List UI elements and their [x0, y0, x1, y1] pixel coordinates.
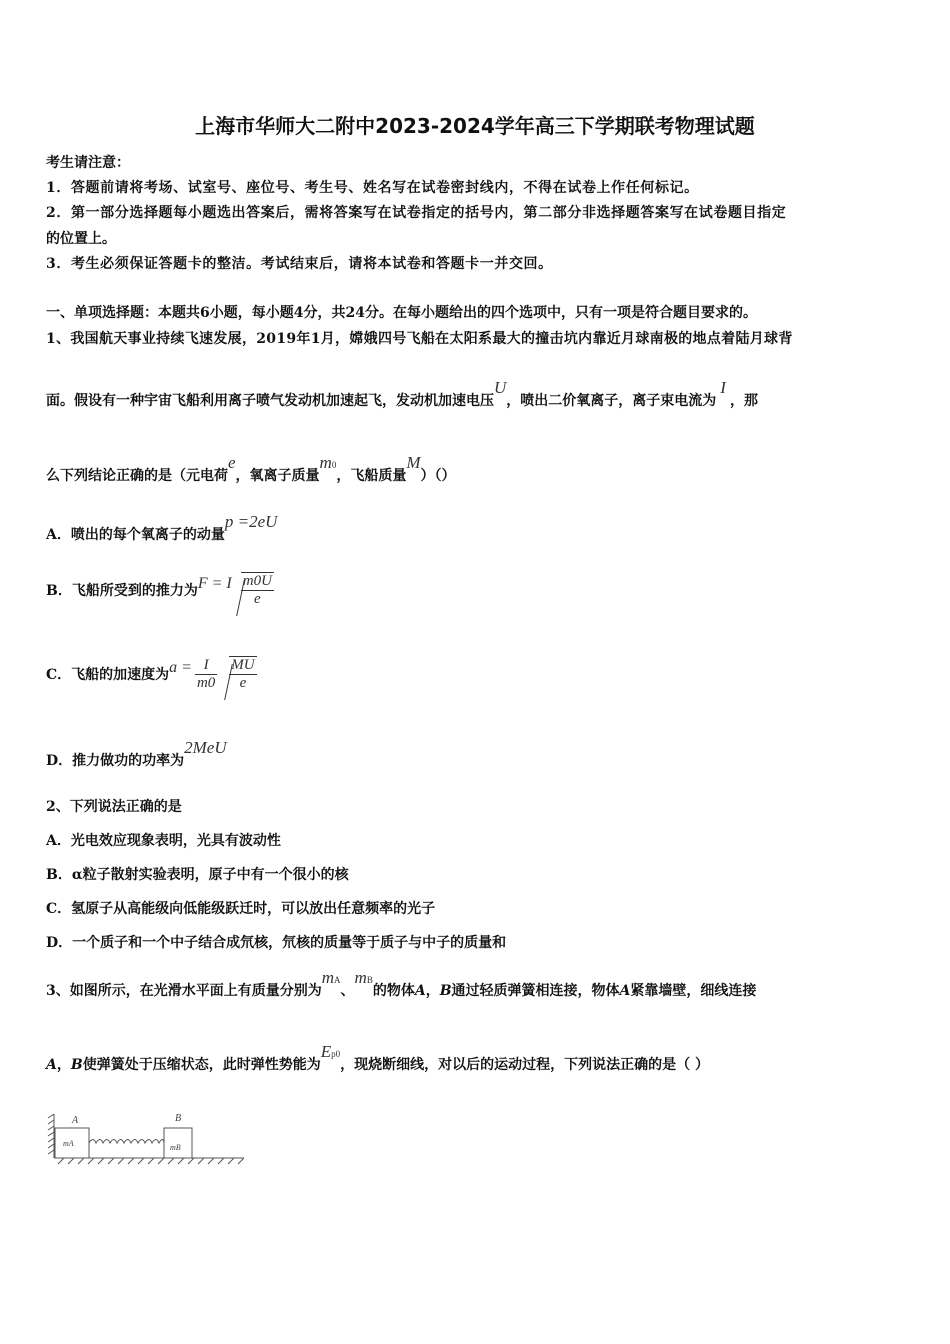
q2-stem: 2、下列说法正确的是	[46, 799, 182, 815]
figure-mass-a: mA	[63, 1139, 74, 1148]
q3-text: B	[70, 1057, 83, 1073]
q1-option-a	[46, 512, 278, 544]
symbol-m0: m0	[319, 453, 337, 472]
q3-text: ，	[56, 1057, 71, 1073]
symbol-mB: mB	[354, 968, 373, 987]
fraction-numerator: MU	[231, 657, 255, 673]
q1-stem-line2	[46, 378, 758, 410]
q3-text: 、	[340, 983, 355, 999]
q1-text: ，那	[729, 393, 758, 409]
q3-text: A	[619, 983, 631, 999]
option-label: C．飞船的加速度为	[46, 667, 170, 683]
figure-mass-b: mB	[170, 1143, 181, 1152]
q3-stem-line2	[46, 1042, 709, 1074]
notice-item-2-cont: 的位置上。	[46, 231, 116, 247]
formula-momentum: p =2eU	[224, 512, 278, 531]
symbol-U: U	[494, 378, 507, 397]
q1-text: ，喷出二价氧离子，离子束电流为	[506, 393, 717, 409]
formula-accel-lhs: a =	[169, 659, 192, 676]
q2-option-b: B．α粒子散射实验表明，原子中有一个很小的核	[46, 867, 349, 883]
notice-item-2: 2．第一部分选择题每小题选出答案后，需将答案写在试卷指定的括号内，第二部分非选择题答案写在试卷题目指定	[46, 205, 787, 221]
q3-text: B	[439, 983, 452, 999]
page-title: 上海市华师大二附中2023-2024学年高三下学期联考物理试题	[195, 114, 755, 138]
q1-option-c	[46, 656, 257, 692]
spring-block-figure	[44, 1106, 249, 1166]
q1-text: 面。假设有一种宇宙飞船利用离子喷气发动机加速起飞，发动机加速电压	[46, 393, 494, 409]
q3-text: 紧靠墙壁，细线连接	[630, 983, 757, 999]
fraction-denominator: e	[254, 591, 261, 607]
q1-text: 么下列结论正确的是（元电荷	[46, 468, 228, 484]
fraction-denominator: e	[239, 675, 247, 691]
fraction-numerator: I	[195, 657, 217, 675]
symbol-M: M	[406, 453, 421, 472]
q3-text: A	[46, 1057, 57, 1073]
option-label: B．飞船所受到的推力为	[46, 583, 198, 599]
q3-text: 通过轻质弹簧相连接，物体	[451, 983, 620, 999]
q1-option-b	[46, 572, 274, 608]
symbol-Ep0: Ep0	[320, 1042, 341, 1061]
q3-text: ，现烧断细线，对以后的运动过程，下列说法正确的是（ ）	[340, 1057, 709, 1073]
q2-option-c: C．氢原子从高能级向低能级跃迁时，可以放出任意频率的光子	[46, 901, 436, 917]
figure-label-b: B	[175, 1113, 182, 1124]
formula-thrust-lhs: F = I	[197, 575, 232, 592]
figure-label-a: A	[72, 1115, 79, 1126]
sqrt-sign	[220, 656, 256, 692]
symbol-e: e	[228, 453, 236, 472]
q2-option-a: A．光电效应现象表明，光具有波动性	[46, 833, 281, 849]
symbol-I: I	[720, 378, 726, 397]
q1-stem-line1: 1、我国航天事业持续飞速发展，2019年1月，嫦娥四号飞船在太阳系最大的撞击坑内靠近月球南极的地点着陆月球背	[46, 331, 793, 347]
q1-text: ，飞船质量	[336, 468, 407, 484]
q1-text: ）（）	[420, 468, 456, 484]
option-label: A．喷出的每个氧离子的动量	[46, 527, 225, 543]
q3-text: ，	[425, 983, 440, 999]
q3-stem-line1	[46, 968, 757, 1000]
fraction-denominator: m0	[196, 674, 216, 691]
notice-item-3: 3．考生必须保证答题卡的整洁。考试结束后，请将本试卷和答题卡一并交回。	[46, 256, 553, 272]
q1-stem-line3	[46, 453, 456, 485]
symbol-mA: mA	[321, 968, 341, 987]
formula-power: 2MeU	[184, 738, 227, 757]
notice-heading: 考生请注意：	[46, 155, 130, 171]
q3-text: 使弹簧处于压缩状态，此时弹性势能为	[82, 1057, 321, 1073]
notice-item-1: 1．答题前请将考场、试室号、座位号、考生号、姓名写在试卷密封线内，不得在试卷上作任何标记。	[46, 180, 699, 196]
q1-option-d	[46, 738, 227, 770]
sqrt-sign	[232, 572, 274, 608]
q3-text: 的物体	[372, 983, 415, 999]
section-heading: 一、单项选择题：本题共6小题，每小题4分，共24分。在每小题给出的四个选项中，只有一项是符合题目要求的。	[46, 305, 757, 321]
q1-text: ，氧离子质量	[235, 468, 320, 484]
option-label: D．推力做功的功率为	[46, 753, 185, 769]
q3-text: 3、如图所示，在光滑水平面上有质量分别为	[46, 983, 322, 999]
fraction-numerator: m0U	[242, 573, 272, 589]
q2-option-d: D．一个质子和一个中子结合成氘核，氘核的质量等于质子与中子的质量和	[46, 935, 507, 951]
q3-text: A	[414, 983, 426, 999]
